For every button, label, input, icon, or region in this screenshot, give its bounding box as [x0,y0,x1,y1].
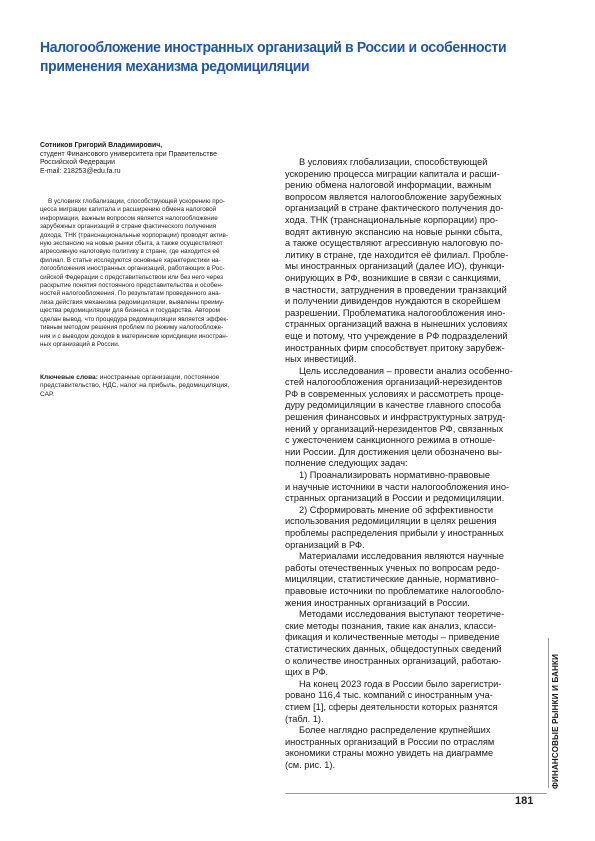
title-line: применения механизма редомициляции [40,58,310,75]
body-line: странных организаций важна в нынешних условиях [285,319,508,330]
abstract-line: ния и с выводом доходов в материнские юрисдикции иностран- [40,332,228,340]
abstract-line: сийской Федерации с представительством или без него через [40,273,224,281]
body-line: в частности, затруднения в проведении транзакций [285,284,507,295]
body-line: нений у организаций-нерезидентов РФ, связанных [285,423,504,434]
body-line: о количестве иностранных организаций, работаю- [285,655,502,666]
abstract [40,198,248,349]
body-line: а также осуществляют агрессивную налоговую по- [285,238,504,249]
abstract-line: цесса миграции капитала и расширению обмена налоговой [40,206,217,214]
abstract-line: лиза действия механизма редомициляции, выявлены преиму- [40,298,225,306]
body-line: решения финансовых и инфраструктурных затруд- [285,412,506,423]
abstract-line: щества редомициляции для бизнеса и государства. Автором [40,307,220,315]
body-line: мициляции, статистические данные, нормативно- [285,574,499,585]
abstract-line: дохода. ТНК (транснациональные корпорации) проводят актив- [40,231,229,239]
abstract-line: филиал. В статье исследуются основные характеристики на- [40,256,221,264]
body-line: На конец 2023 года в России было зарегистри- [299,678,502,689]
footer-divider [285,793,547,794]
abstract-line: сделан вывод, что процедура редомициляции является эффек- [40,315,229,323]
keywords-block [40,374,248,399]
keywords-label: Ключевые слова: [40,374,98,381]
body-line: нии России. Для достижения цели обозначено вы- [285,446,503,457]
abstract-line: ных организаций в России. [40,340,120,348]
side-divider [548,638,549,788]
body-line: и научные источники в части налогообложения ино- [285,481,510,492]
body-line: статистических данных, общедоступных сведений [285,643,502,654]
body-line: литику в стране, где находится её филиал. Пробле- [285,249,509,260]
body-line: вопросом является налогообложение зарубежных [285,191,502,202]
body-line: с ужесточением санкционного режима в отноше- [285,435,496,446]
body-line: экономики страны можно увидеть на диаграмме [285,748,494,759]
body-line: ские методы познания, такие как анализ, класси- [285,620,497,631]
body-line: организаций в РФ. [285,539,365,550]
title-line: Налогообложение иностранных организаций в России и особенности [40,39,507,56]
body-line: стей налогообложения организаций-нерезидентов [285,377,503,388]
body-line: правовые источники по проблематике налогообло- [285,585,505,596]
body-line: Более наглядно распределение крупнейших [299,725,491,736]
abstract-line: зарубежных организаций в стране фактического получения [40,223,217,231]
body-line: Цель исследования – провести анализ особенно- [299,365,513,376]
body-line: и получении дивидендов нуждаются в скорейшем [285,296,501,307]
body-line: 1) Проанализировать нормативно-правовые [299,470,491,481]
author-name: Сотников Григорий Владимирович, [40,142,163,149]
abstract-line: тивным методом решения проблем по режиму налогообложе- [40,324,224,332]
body-line: В условиях глобализации, способствующей [299,157,488,167]
abstract-line: ностей налогообложения. По результатам проведенного ана- [40,290,221,298]
body-line: жения иностранных организаций в России. [285,597,470,608]
keywords-line: САР. [40,390,54,398]
author-email: E-mail: 218253@edu.fa.ru [40,167,121,175]
body-line: РФ в современных условиях и рассмотреть проце- [285,388,505,399]
abstract-line: информации, важным вопросом является налогообложение [40,214,218,222]
body-line: ровано 116,4 тыс. компаний с иностранным уча- [285,690,493,701]
body-line: Методами исследования выступают теоретиче- [299,609,505,620]
author-affiliation: Российской Федерации [40,159,115,167]
body-line: ных инвестиций. [285,354,357,365]
abstract-line: ную экспансию на новые рынки сбыта, а также осуществляют [40,240,223,248]
body-line: хода. ТНК (транснациональные корпорации) про- [285,214,499,225]
abstract-line: раскрытие понятия постоянного представительства и особен- [40,282,223,290]
page-number: 181 [515,795,534,807]
keywords-line: представительство, НДС, налог на прибыль, редомициляция, [40,382,230,390]
abstract-line: В условиях глобализации, способствующей ускорению про- [48,198,225,205]
body-line: фикация и количественные методы – приведение [285,632,500,643]
body-line: странных организаций в России и редомициляции. [285,493,505,504]
body-line: онирующих в РФ, возникшие в связи с санкциями, [285,272,502,283]
body-line: мы иностранных организаций (далее ИО), функци- [285,261,505,272]
body-line: стием [1], сферы деятельности которых разнятся [285,701,498,712]
keywords-text: иностранные организации, постоянное [97,374,220,381]
abstract-line: агрессивную налоговую политику в стране, где находится её [40,248,220,256]
body-line: (табл. 1). [285,713,324,724]
body-line: ускорению процесса миграции капитала и расши- [285,168,500,179]
body-line: дуру редомициляции в качестве главного способа [285,400,502,411]
body-line: разрешении. Проблематика налогообложения ино- [285,307,506,318]
body-line: рению обмена налоговой информации, важным [285,180,492,191]
author-affiliation: студент Финансового университета при Правительстве [40,150,217,158]
body-line: полнение следующих задач: [285,458,408,469]
section-label: ФИНАНСОВЫЕ РЫНКИ И БАНКИ [551,653,560,789]
article-title [40,38,507,76]
abstract-line: логообложения иностранных организаций, работающих в Рос- [40,265,225,273]
body-line: проблемы распределения прибыли у иностранных [285,528,504,538]
body-line: использования редомициляции в целях решения [285,516,497,527]
body-line: 2) Сформировать мнение об эффективности [299,504,494,515]
body-line: Материалами исследования являются научные [299,551,504,562]
body-line: организаций в стране фактического получения до- [285,203,504,214]
author-block [40,142,260,176]
body-line: щих в РФ. [285,667,329,678]
body-text [285,157,543,771]
body-line: иностранных организаций в России по отраслям [285,736,495,747]
body-line: иностранных фирм способствует притоку зарубеж- [285,342,505,353]
body-line: еще и потому, что учреждение в РФ подразделений [285,330,508,341]
body-line: работы отечественных ученых по вопросам редо- [285,562,500,573]
body-line: (см. рис. 1). [285,759,336,770]
body-line: водят активную экспансию на новые рынки сбыта, [285,226,503,237]
